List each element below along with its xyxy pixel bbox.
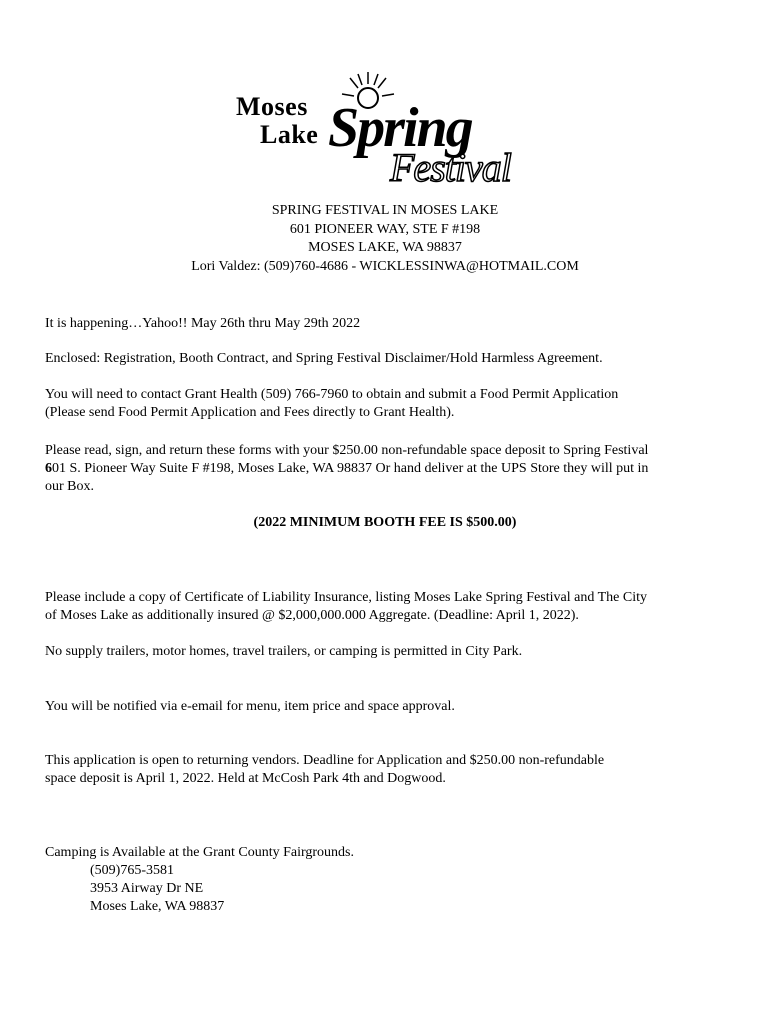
camping-street: 3953 Airway Dr NE [90, 881, 204, 896]
camping-city: Moses Lake, WA 98837 [90, 899, 225, 914]
logo-word-lake: Lake [260, 120, 319, 149]
returning-vendors-paragraph [45, 752, 725, 788]
header-contact-line: Lori Valdez: (509)760-4686 - WICKLESSINWA@HOTMAIL.COM [191, 258, 579, 274]
festival-logo [230, 70, 550, 195]
deposit-line-1: Please read, sign, and return these forms with your $250.00 non-refundable space deposit to Spring Festival [45, 443, 649, 458]
notification-paragraph: You will be notified via e-email for menu, item price and space approval. [45, 699, 455, 714]
logo-word-moses: Moses [236, 92, 308, 121]
event-dates-paragraph: It is happening…Yahoo!! May 26th thru May 29th 2022 [45, 316, 361, 331]
camping-intro: Camping is Available at the Grant County Fairgrounds. [45, 845, 354, 860]
food-permit-paragraph [45, 386, 725, 422]
deposit-line-2-bold-digit: 6 [45, 461, 52, 476]
food-permit-line-2: (Please send Food Permit Application and Fees directly to Grant Health). [45, 405, 455, 420]
enclosed-paragraph: Enclosed: Registration, Booth Contract, and Spring Festival Disclaimer/Hold Harmless Agreement. [45, 351, 603, 366]
header-line-3: MOSES LAKE, WA 98837 [308, 240, 462, 255]
no-camping-paragraph: No supply trailers, motor homes, travel trailers, or camping is permitted in City Park. [45, 644, 523, 659]
deposit-line-3: our Box. [45, 479, 94, 494]
camping-info [45, 844, 725, 916]
insurance-line-1: Please include a copy of Certificate of Liability Insurance, listing Moses Lake Spring Festival and The City [45, 590, 647, 605]
deposit-line-2 [45, 460, 725, 478]
insurance-paragraph [45, 589, 725, 625]
header-line-1: SPRING FESTIVAL IN MOSES LAKE [271, 203, 499, 218]
booth-fee-notice: (2022 MINIMUM BOOTH FEE IS $500.00) [253, 515, 517, 530]
food-permit-line-1: You will need to contact Grant Health (509) 766-7960 to obtain and submit a Food Permit Application [45, 387, 619, 402]
logo-word-spring: Spring [328, 97, 472, 159]
deposit-paragraph [45, 442, 725, 496]
insurance-line-2: of Moses Lake as additionally insured @ $2,000,000.000 Aggregate. (Deadline: April 1, 2022). [45, 608, 579, 623]
returning-vendors-line-2: space deposit is April 1, 2022. Held at McCosh Park 4th and Dogwood. [45, 771, 446, 786]
camping-phone: (509)765-3581 [90, 863, 174, 878]
header-line-2: 601 PIONEER WAY, STE F #198 [289, 221, 481, 237]
logo-word-festival: Festival [390, 145, 511, 190]
letterhead [0, 202, 770, 276]
returning-vendors-line-1: This application is open to returning vendors. Deadline for Application and $250.00 non-refundable [45, 753, 605, 768]
deposit-line-2-text: 01 S. Pioneer Way Suite F #198, Moses Lake, WA 98837 Or hand deliver at the UPS Store they will put in [52, 461, 649, 476]
